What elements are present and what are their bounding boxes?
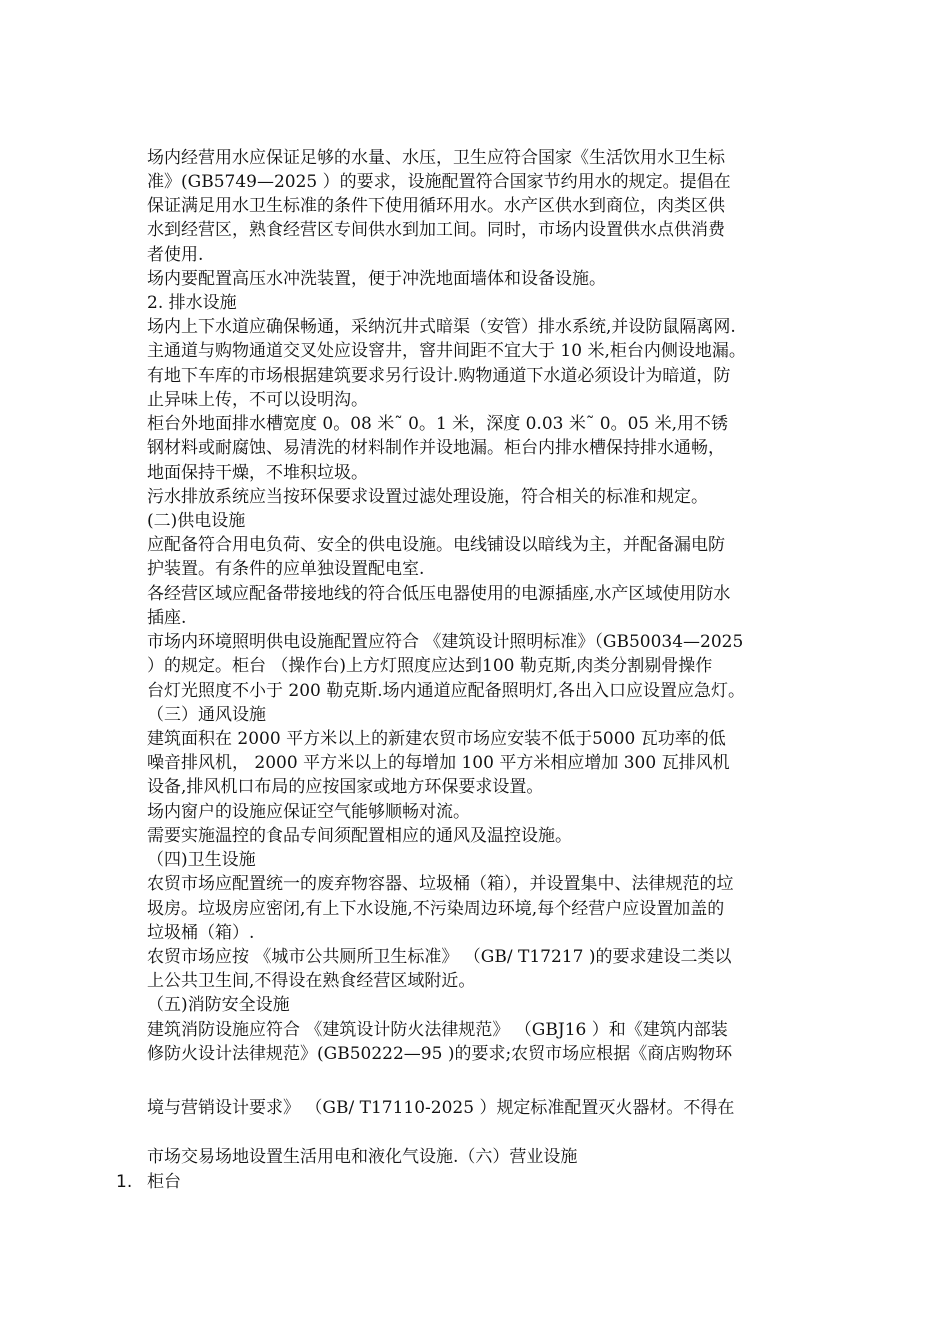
text-line: 污水排放系统应当按环保要求设置过滤处理设施，符合相关的标准和规定。	[147, 487, 708, 507]
list-item-label: 柜台	[147, 1172, 181, 1192]
text-line: 市场内环境照明供电设施配置应符合 《建筑设计照明标准》（GB50034—2025	[147, 632, 744, 652]
text-line: 钢材料或耐腐蚀、易清洗的材料制作并设地漏。柜台内排水槽保持排水通畅，	[147, 438, 725, 458]
text-line: 应配备符合用电负荷、安全的供电设施。电线铺设以暗线为主，并配备漏电防	[147, 535, 725, 555]
text-line: 止异味上传，不可以设明沟。	[147, 390, 368, 410]
text-line: 插座.	[147, 608, 187, 628]
text-line: 场内经营用水应保证足够的水量、水压，卫生应符合国家《生活饮用水卫生标	[147, 148, 725, 168]
text-line: 农贸市场应配置统一的废弃物容器、垃圾桶（箱），并设置集中、法律规范的垃	[147, 874, 734, 894]
text-line: （三）通风设施	[147, 705, 266, 725]
text-line: 场内窗户的设施应保证空气能够顺畅对流。	[147, 802, 470, 822]
text-line: （五)消防安全设施	[147, 995, 290, 1015]
text-line: 各经营区域应配备带接地线的符合低压电器使用的电源插座,水产区域使用防水	[147, 584, 731, 604]
text-line: 设备,排风机口布局的应按国家或地方环保要求设置。	[147, 777, 544, 797]
text-line: 上公共卫生间,不得设在熟食经营区域附近。	[147, 971, 476, 991]
text-line: 地面保持干燥，不堆积垃圾。	[147, 463, 368, 483]
text-line: 有地下车库的市场根据建筑要求另行设计.购物通道下水道必须设计为暗道，防	[147, 366, 731, 386]
text-line: 圾房。垃圾房应密闭,有上下水设施,不污染周边环境,每个经营户应设置加盖的	[147, 899, 725, 919]
text-line: 建筑消防设施应符合 《建筑设计防火法律规范》 （GBJ16 ）和《建筑内部装	[147, 1020, 728, 1040]
text-line: 噪音排风机， 2000 平方米以上的每增加 100 平方米相应增加 300 瓦排风机	[147, 753, 730, 773]
text-line: 准》(GB5749—2025 ）的要求，设施配置符合国家节约用水的规定。提倡在	[147, 172, 731, 192]
text-line: 农贸市场应按 《城市公共厕所卫生标准》 （GB/ T17217 )的要求建设二类以	[147, 947, 732, 967]
text-line: 境与营销设计要求》 （GB/ T17110-2025 ）规定标准配置灭火器材。不得在	[147, 1098, 735, 1118]
text-line: 护装置。有条件的应单独设置配电室.	[147, 559, 425, 579]
text-line: 者使用.	[147, 245, 204, 265]
text-line: 2. 排水设施	[147, 293, 237, 313]
text-line: 场内上下水道应确保畅通，采纳沉井式暗渠（安管）排水系统,并设防鼠隔离网.	[147, 317, 736, 337]
text-line: 修防火设计法律规范》(GB50222—95 )的要求;农贸市场应根据《商店购物环	[147, 1044, 733, 1064]
list-number: 1.	[116, 1172, 133, 1192]
text-line: 需要实施温控的食品专间须配置相应的通风及温控设施。	[147, 826, 572, 846]
text-line: 台灯光照度不小于 200 勒克斯.场内通道应配备照明灯,各出入口应设置应急灯。	[147, 681, 746, 701]
text-line: 水到经营区，熟食经营区专间供水到加工间。同时，市场内设置供水点供消费	[147, 220, 725, 240]
text-line: （四)卫生设施	[147, 850, 256, 870]
text-line: 建筑面积在 2000 平方米以上的新建农贸市场应安装不低于5000 瓦功率的低	[147, 729, 726, 749]
text-line: 垃圾桶（箱）.	[147, 923, 255, 943]
text-line: 市场交易场地设置生活用电和液化气设施.（六）营业设施	[147, 1147, 578, 1167]
text-line: 主通道与购物通道交叉处应设窨井，窨井间距不宜大于 10 米,柜台内侧设地漏。	[147, 341, 746, 361]
text-line: 保证满足用水卫生标准的条件下使用循环用水。水产区供水到商位，肉类区供	[147, 196, 725, 216]
text-line: ）的规定。柜台 （操作台)上方灯照度应达到100 勒克斯,肉类分割剔骨操作	[147, 656, 713, 676]
text-line: (二)供电设施	[147, 511, 246, 531]
text-line: 场内要配置高压水冲洗装置，便于冲洗地面墙体和设备设施。	[147, 269, 606, 289]
text-line: 柜台外地面排水槽宽度 0。08 米˜ 0。1 米，深度 0.03 米˜ 0。05 米,用不锈	[147, 414, 729, 434]
